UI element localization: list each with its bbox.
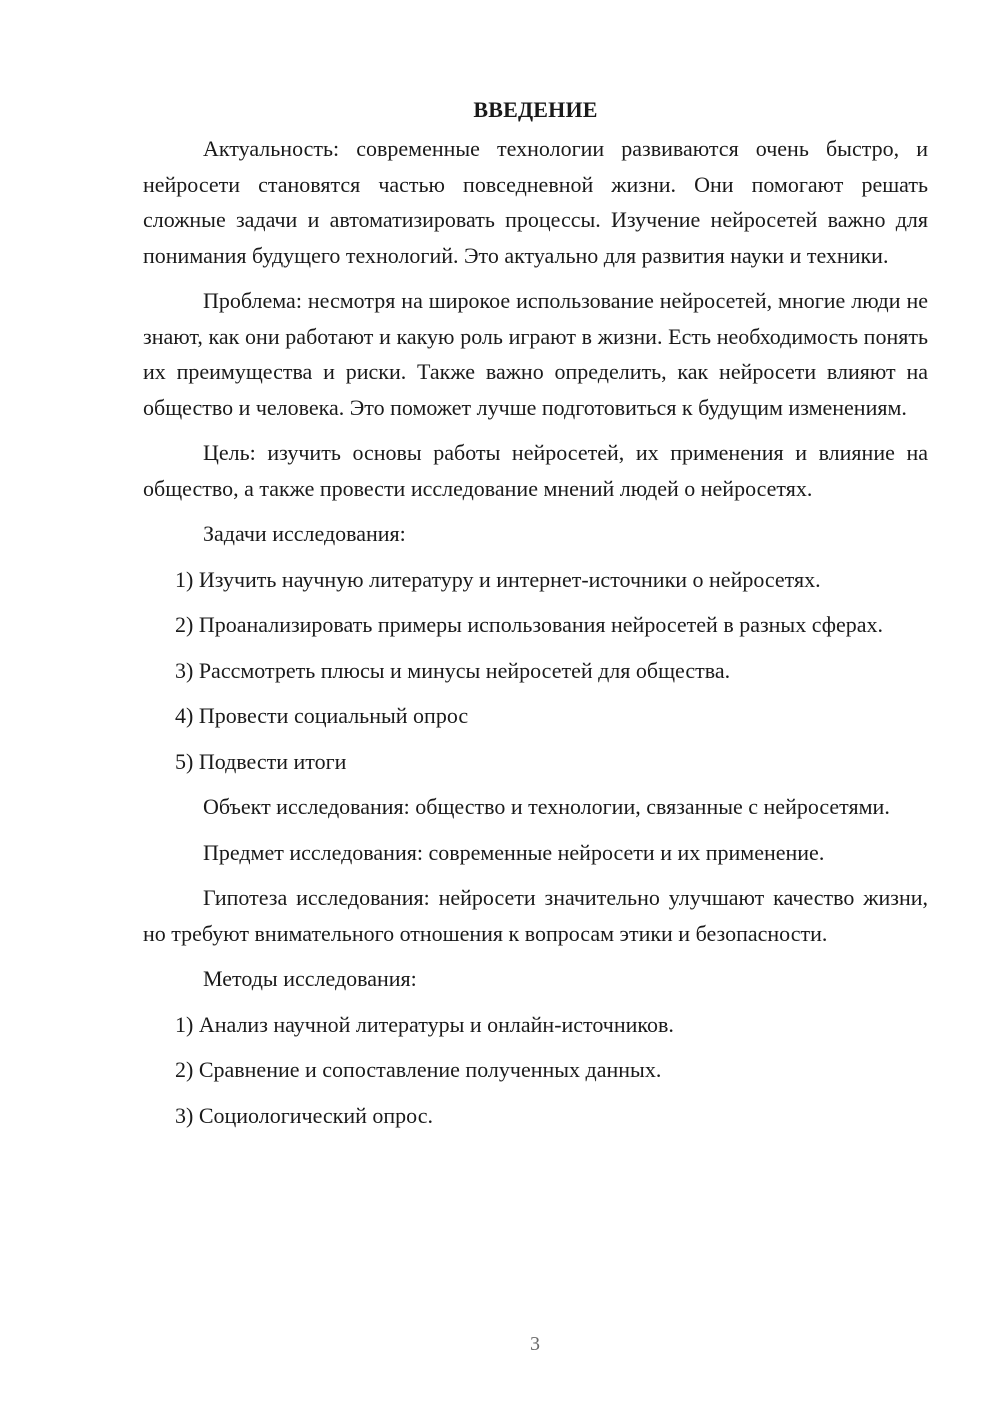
task-item: 4) Провести социальный опрос: [175, 703, 469, 728]
problem-paragraph: Проблема: несмотря на широкое использование нейросетей, многие люди не знают, как они работают и какую роль играют в жизни. Есть необходимость понять их преимущества и риски. Также важно определить, как нейросети влияют на общество и человека. Это поможет лучше подготовиться к будущим изменениям.: [143, 288, 928, 420]
tasks-heading: Задачи исследования:: [203, 521, 406, 546]
task-item: 2) Проанализировать примеры использования нейросетей в разных сферах.: [175, 612, 884, 637]
method-item: 1) Анализ научной литературы и онлайн-источников.: [175, 1011, 674, 1037]
object-paragraph: Объект исследования: общество и технологии, связанные с нейросетями.: [203, 794, 890, 819]
section-title: ВВЕДЕНИЕ: [473, 97, 598, 122]
task-item: 1) Изучить научную литературу и интернет-источники о нейросетях.: [175, 566, 821, 592]
method-item: 2) Сравнение и сопоставление полученных данных.: [175, 1057, 662, 1082]
document-page: [143, 92, 928, 1143]
subject-paragraph: Предмет исследования: современные нейросети и их применение.: [203, 839, 825, 865]
relevance-paragraph: Актуальность: современные технологии развиваются очень быстро, и нейросети становятся частью повседневной жизни. Они помогают решать сложные задачи и автоматизировать процессы. Изучение нейросетей важно для понимания будущего технологий. Это актуально для развития науки и техники.: [143, 136, 928, 268]
task-item: 3) Рассмотреть плюсы и минусы нейросетей для общества.: [175, 657, 731, 683]
page-number: 3: [530, 1333, 540, 1355]
task-item: 5) Подвести итоги: [175, 748, 347, 774]
method-item: 3) Социологический опрос.: [175, 1102, 433, 1128]
methods-heading: Методы исследования:: [203, 966, 417, 991]
goal-paragraph: Цель: изучить основы работы нейросетей, их применения и влияние на общество, а также провести исследование мнений людей о нейросетях.: [143, 440, 928, 501]
hypothesis-paragraph: Гипотеза исследования: нейросети значительно улучшают качество жизни, но требуют внимательного отношения к вопросам этики и безопасности.: [143, 885, 928, 946]
